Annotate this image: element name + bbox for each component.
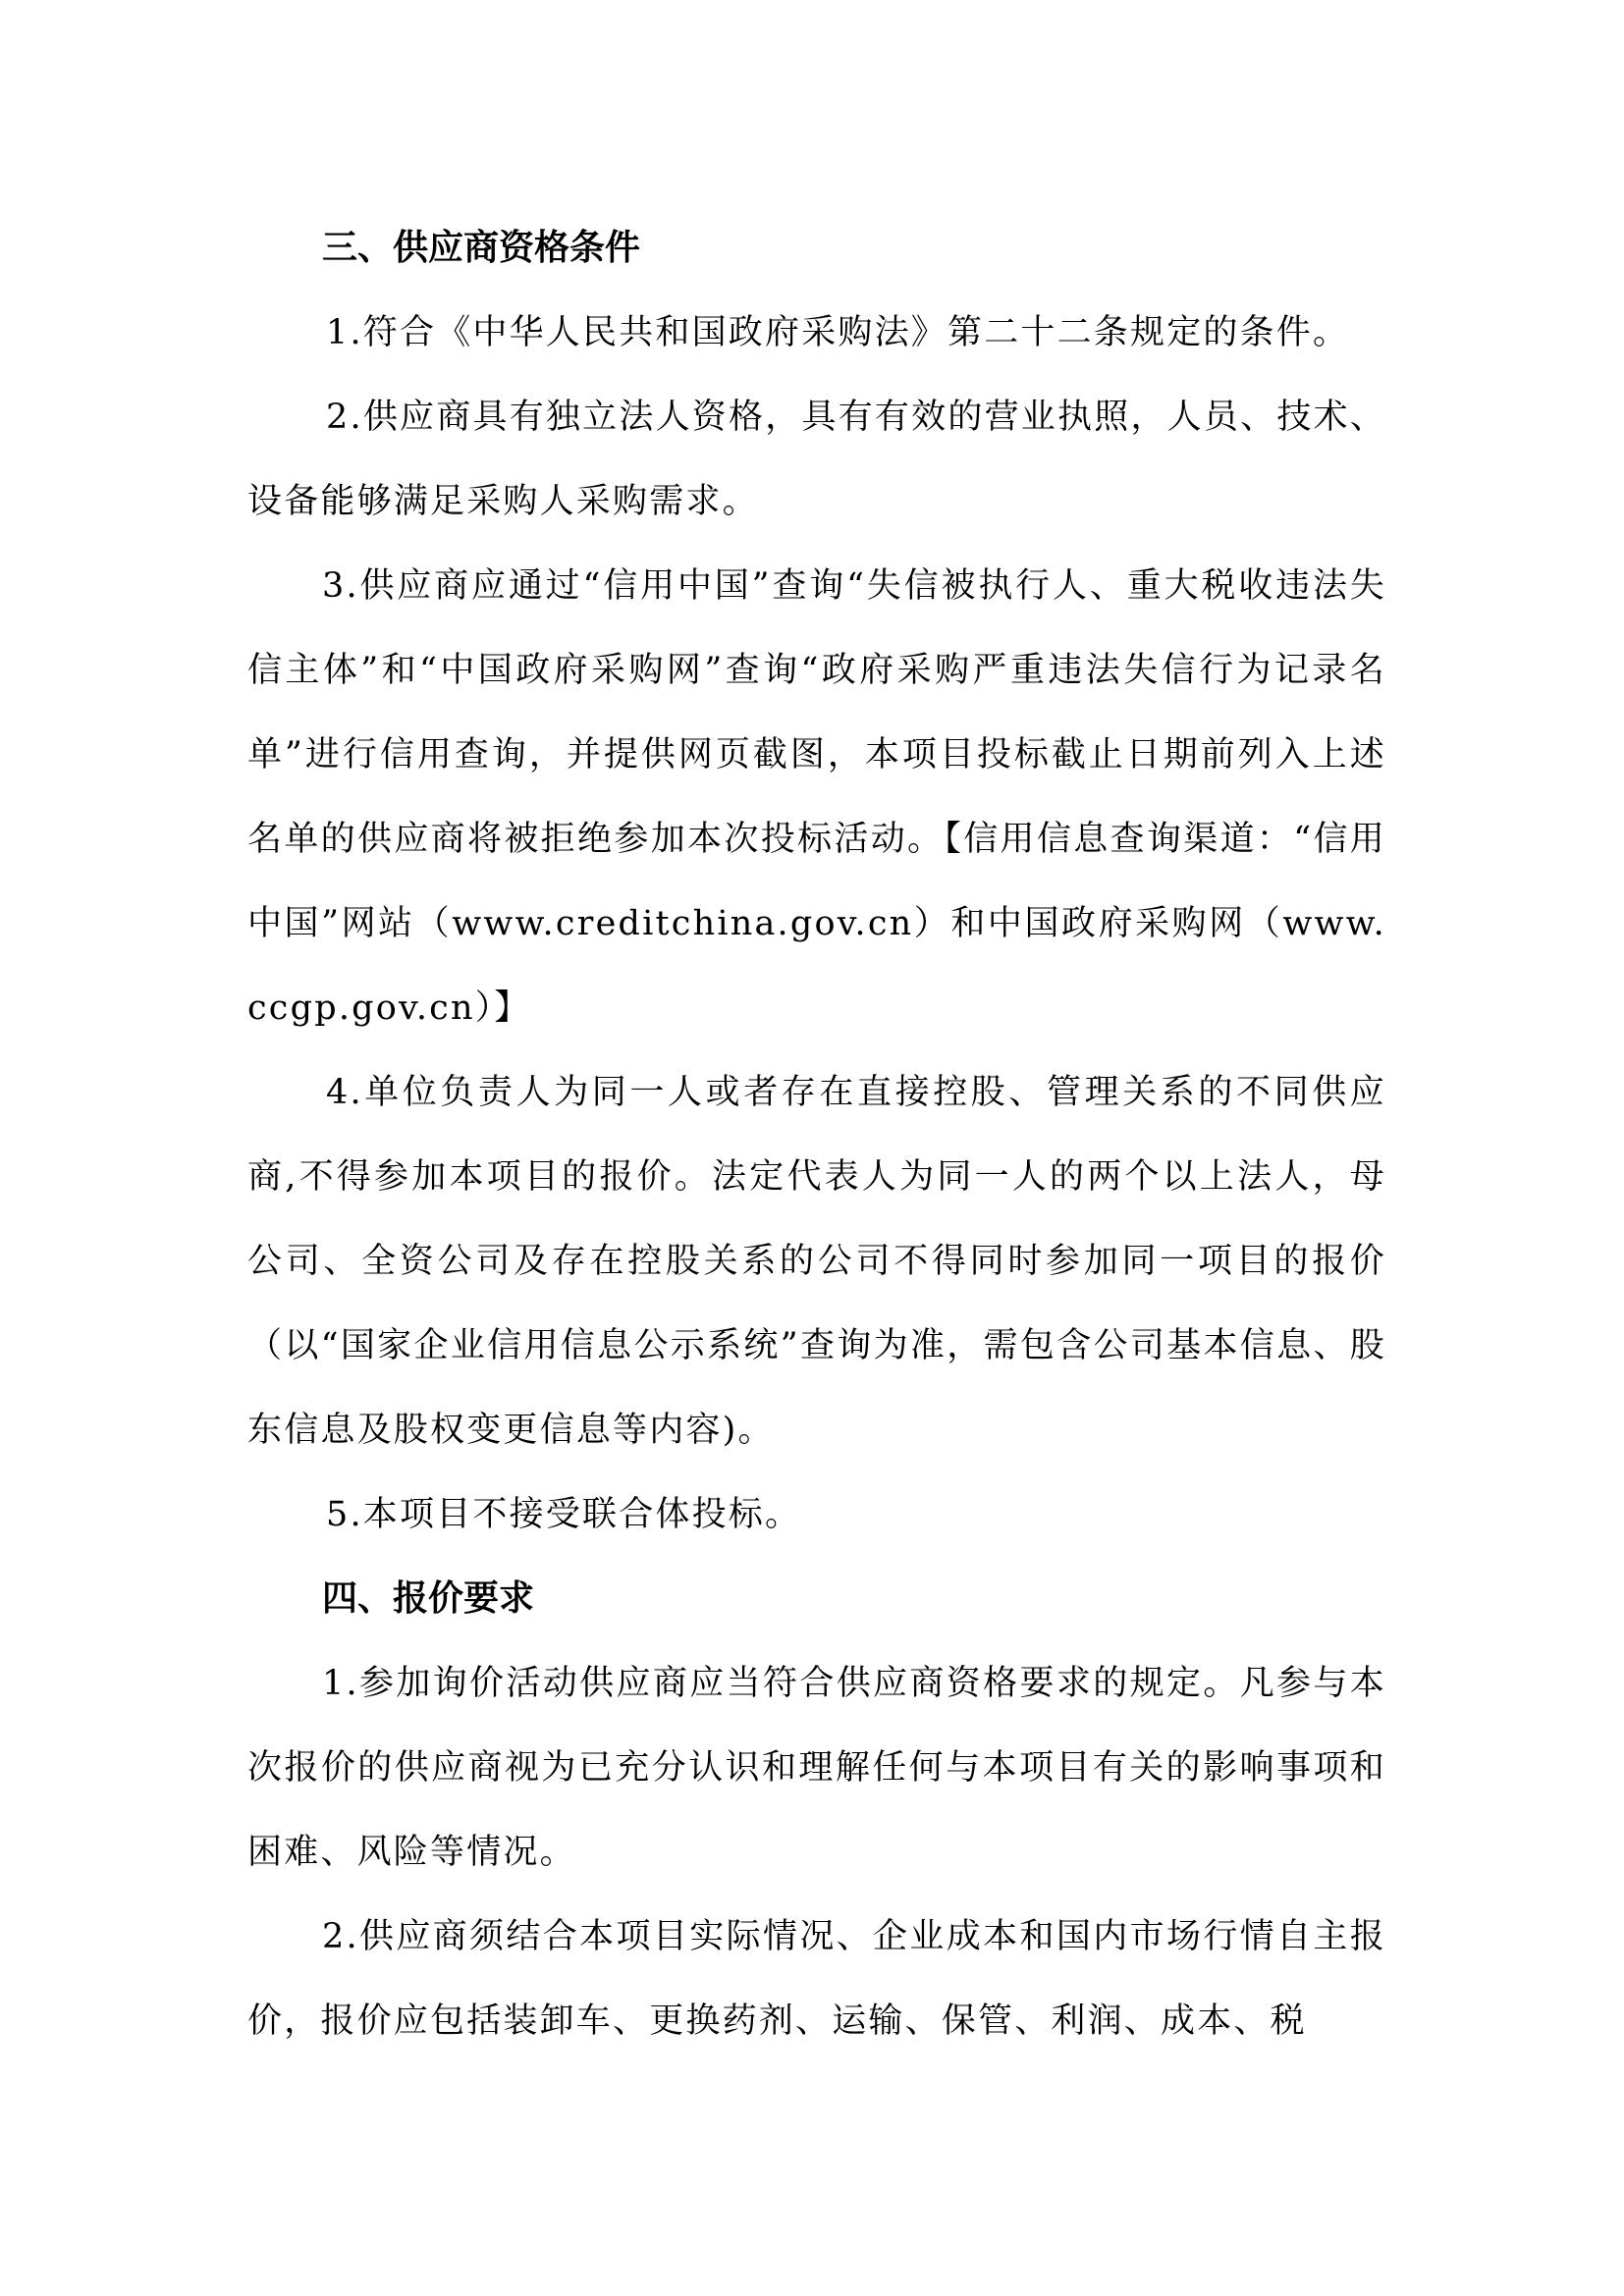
qualification-item-2: 2.供应商具有独立法人资格，具有有效的营业执照，人员、技术、设备能够满足采购人采购需求。 <box>247 398 1386 521</box>
document-body <box>247 206 1386 2063</box>
qualification-item-4: 4.单位负责人为同一人或者存在直接控股、管理关系的不同供应商,不得参加本项目的报价。法定代表人为同一人的两个以上法人，母公司、全资公司及存在控股关系的公司不得同时参加同一项目的报价（以“国家企业信用信息公示系统”查询为准，需包含公司基本信息、股东信息及股权变更信息等内容)。 <box>247 1073 1386 1450</box>
quotation-item-1: 1.参加询价活动供应商应当符合供应商资格要求的规定。凡参与本次报价的供应商视为已充分认识和理解任何与本项目有关的影响事项和困难、风险等情况。 <box>247 1664 1386 1872</box>
qualification-item-5: 5.本项目不接受联合体投标。 <box>326 1495 802 1534</box>
section-heading-quotation: 四、报价要求 <box>322 1578 535 1619</box>
section-heading-qualifications: 三、供应商资格条件 <box>322 228 641 268</box>
quotation-item-2: 2.供应商须结合本项目实际情况、企业成本和国内市场行情自主报价，报价应包括装卸车、更换药剂、运输、保管、利润、成本、税 <box>247 1917 1386 2041</box>
qualification-item-1: 1.符合《中华人民共和国政府采购法》第二十二条规定的条件。 <box>326 313 1350 352</box>
qualification-item-3: 3.供应商应通过“信用中国”查询“失信被执行人、重大税收违法失信主体”和“中国政府采购网”查询“政府采购严重违法失信行为记录名单”进行信用查询，并提供网页截图，本项目投标截止日期前列入上述名单的供应商将被拒绝参加本次投标活动。【信用信息查询渠道：“信用中国”网站（www.creditchina.gov.cn）和中国政府采购网（www.ccgp.gov.cn）】 <box>247 566 1386 1028</box>
